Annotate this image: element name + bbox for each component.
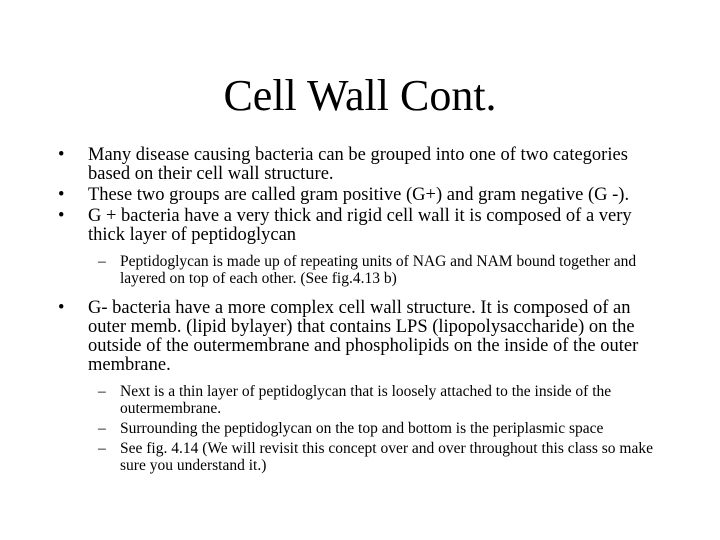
sub-bullet-marker: – — [98, 383, 106, 400]
bullet-item — [58, 186, 668, 205]
sub-bullet-marker: – — [98, 440, 106, 457]
bullet-item — [58, 207, 668, 245]
sub-bullet-text: Next is a thin layer of peptidoglycan that is loosely attached to the inside of the outermembrane. — [120, 383, 612, 417]
sub-bullet-item — [98, 253, 668, 287]
bullet-marker: • — [58, 206, 65, 226]
slide-content — [58, 146, 668, 486]
bullet-text: G- bacteria have a more complex cell wall structure. It is composed of an outer memb. (lipid bylayer) that contains LPS (lipopolysaccharide) on the outside of the outermembrane and phospholipids on the inside of the outer membrane. — [88, 298, 639, 375]
sub-bullet-text: Surrounding the peptidoglycan on the top and bottom is the periplasmic space — [120, 420, 604, 437]
bullet-item — [58, 146, 668, 184]
sub-bullet-item — [98, 440, 668, 474]
sub-bullet-marker: – — [98, 420, 106, 437]
sub-bullet-list — [98, 383, 668, 474]
bullet-text: Many disease causing bacteria can be grouped into one of two categories based on their cell wall structure. — [88, 145, 628, 184]
bullet-marker: • — [58, 298, 65, 318]
sub-bullet-text: See fig. 4.14 (We will revisit this concept over and over throughout this class so make sure you understand it.) — [120, 440, 653, 474]
sub-bullet-item — [98, 420, 668, 437]
sub-bullet-list — [98, 253, 668, 287]
bullet-marker: • — [58, 145, 65, 165]
sub-bullet-marker: – — [98, 253, 106, 270]
bullet-marker: • — [58, 185, 65, 205]
sub-bullet-item — [98, 383, 668, 417]
sub-bullet-text: Peptidoglycan is made up of repeating units of NAG and NAM bound together and layered on top of each other. (See fig.4.13 b) — [120, 253, 637, 287]
slide-title: Cell Wall Cont. — [223, 71, 497, 120]
bullet-text: These two groups are called gram positive (G+) and gram negative (G -). — [88, 185, 630, 205]
bullet-item — [58, 299, 668, 375]
bullet-text: G + bacteria have a very thick and rigid cell wall it is composed of a very thick layer of peptidoglycan — [88, 206, 632, 245]
